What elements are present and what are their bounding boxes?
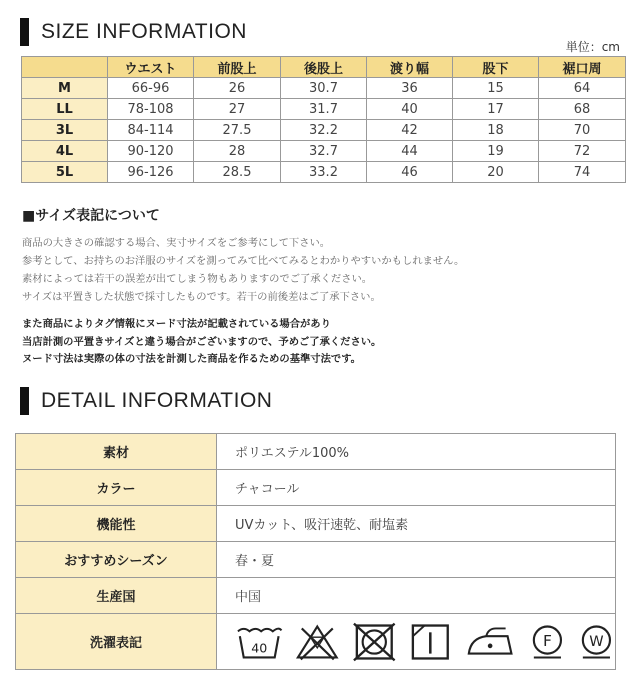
table-cell: 28 xyxy=(194,141,281,162)
header-cell: 股下 xyxy=(453,57,539,78)
table-cell: 18 xyxy=(453,120,539,141)
table-row xyxy=(22,99,626,120)
size-table-header-row xyxy=(22,57,626,78)
note-line: 参考として、お持ちのお洋服のサイズを測ってみて比べてみるとわかりやすいかもしれません。 xyxy=(22,255,465,267)
size-label: LL xyxy=(22,99,108,120)
table-cell: 28.5 xyxy=(194,162,281,183)
table-cell: 32.2 xyxy=(281,120,367,141)
table-cell: 31.7 xyxy=(281,99,367,120)
table-cell: 78-108 xyxy=(108,99,194,120)
drip-dry-icon xyxy=(409,622,452,662)
table-cell: 19 xyxy=(453,141,539,162)
table-cell: 84-114 xyxy=(108,120,194,141)
table-cell: 72 xyxy=(539,141,626,162)
dry-clean-f-icon xyxy=(529,622,566,662)
detail-label: 素材 xyxy=(16,434,217,470)
table-cell: 66-96 xyxy=(108,78,194,99)
table-cell: 15 xyxy=(453,78,539,99)
note-line-bold: ヌード寸法は実際の体の寸法を計測した商品を作るための基準寸法です。 xyxy=(22,353,361,365)
detail-value: UVカット、吸汗速乾、耐塩素 xyxy=(217,506,616,542)
detail-label: おすすめシーズン xyxy=(16,542,217,578)
table-cell: 20 xyxy=(453,162,539,183)
table-row xyxy=(22,141,626,162)
header-cell: 裾口周 xyxy=(539,57,626,78)
size-notes xyxy=(22,234,464,306)
size-notes-bold xyxy=(22,316,381,369)
table-cell: 64 xyxy=(539,78,626,99)
header-cell xyxy=(22,57,108,78)
table-cell: 27.5 xyxy=(194,120,281,141)
table-cell: 90-120 xyxy=(108,141,194,162)
note-line-bold: また商品によりタグ情報にヌード寸法が記載されている場合があり xyxy=(22,318,331,330)
wash-temp-label: 40 xyxy=(251,640,268,656)
detail-value: 中国 xyxy=(217,578,616,614)
section-bar xyxy=(20,387,29,415)
detail-label: 生産国 xyxy=(16,578,217,614)
table-cell: 17 xyxy=(453,99,539,120)
detail-section-title: DETAIL INFORMATION xyxy=(41,389,273,412)
table-cell: 27 xyxy=(194,99,281,120)
iron-low-icon xyxy=(463,622,517,662)
table-row xyxy=(22,162,626,183)
wash-icons-cell xyxy=(217,614,616,670)
note-line: 商品の大きさの確認する場合、実寸サイズをご参考にして下さい。 xyxy=(22,237,331,249)
table-cell: 26 xyxy=(194,78,281,99)
detail-row xyxy=(16,578,616,614)
size-section-title: SIZE INFORMATION xyxy=(41,20,247,43)
detail-row-wash xyxy=(16,614,616,670)
detail-row xyxy=(16,470,616,506)
table-cell: 36 xyxy=(367,78,453,99)
detail-value: 春・夏 xyxy=(217,542,616,578)
size-label: M xyxy=(22,78,108,99)
detail-row xyxy=(16,542,616,578)
header-cell: 渡り幅 xyxy=(367,57,453,78)
size-table xyxy=(21,56,626,183)
table-cell: 70 xyxy=(539,120,626,141)
note-line: サイズは平置きした状態で採寸したものです。若干の前後差はご了承下さい。 xyxy=(22,291,381,303)
unit-label: 単位：cm xyxy=(565,40,620,54)
header-cell: 前股上 xyxy=(194,57,281,78)
table-cell: 46 xyxy=(367,162,453,183)
table-cell: 96-126 xyxy=(108,162,194,183)
size-section-header xyxy=(20,18,247,46)
detail-label: カラー xyxy=(16,470,217,506)
section-bar xyxy=(20,18,29,46)
table-cell: 74 xyxy=(539,162,626,183)
header-cell: 後股上 xyxy=(281,57,367,78)
wash-icons xyxy=(235,622,615,662)
wet-clean-w-icon xyxy=(578,622,615,662)
header-cell: ウエスト xyxy=(108,57,194,78)
size-label: 4L xyxy=(22,141,108,162)
detail-value: ポリエステル100% xyxy=(217,434,616,470)
detail-label: 洗濯表記 xyxy=(16,614,217,670)
wet-clean-letter: W xyxy=(589,633,604,650)
table-row xyxy=(22,120,626,141)
detail-row xyxy=(16,506,616,542)
detail-label: 機能性 xyxy=(16,506,217,542)
table-row xyxy=(22,78,626,99)
note-line: 素材によっては若干の誤差が出てしまう物もありますのでご了承ください。 xyxy=(22,273,373,285)
dry-clean-letter: F xyxy=(543,631,553,650)
table-cell: 32.7 xyxy=(281,141,367,162)
table-cell: 42 xyxy=(367,120,453,141)
size-notes-title: ■サイズ表記について xyxy=(22,208,160,224)
no-tumble-dry-icon xyxy=(352,622,397,662)
table-cell: 40 xyxy=(367,99,453,120)
detail-value: チャコール xyxy=(217,470,616,506)
note-line-bold: 当店計測の平置きサイズと違う場合がございますので、予めご了承ください。 xyxy=(22,335,382,348)
table-cell: 33.2 xyxy=(281,162,367,183)
table-cell: 68 xyxy=(539,99,626,120)
detail-table xyxy=(15,433,616,670)
detail-row xyxy=(16,434,616,470)
size-label: 5L xyxy=(22,162,108,183)
table-cell: 44 xyxy=(367,141,453,162)
table-cell: 30.7 xyxy=(281,78,367,99)
wash-40-icon xyxy=(235,622,283,662)
size-label: 3L xyxy=(22,120,108,141)
detail-section-header xyxy=(20,387,272,415)
no-bleach-icon xyxy=(295,622,340,662)
